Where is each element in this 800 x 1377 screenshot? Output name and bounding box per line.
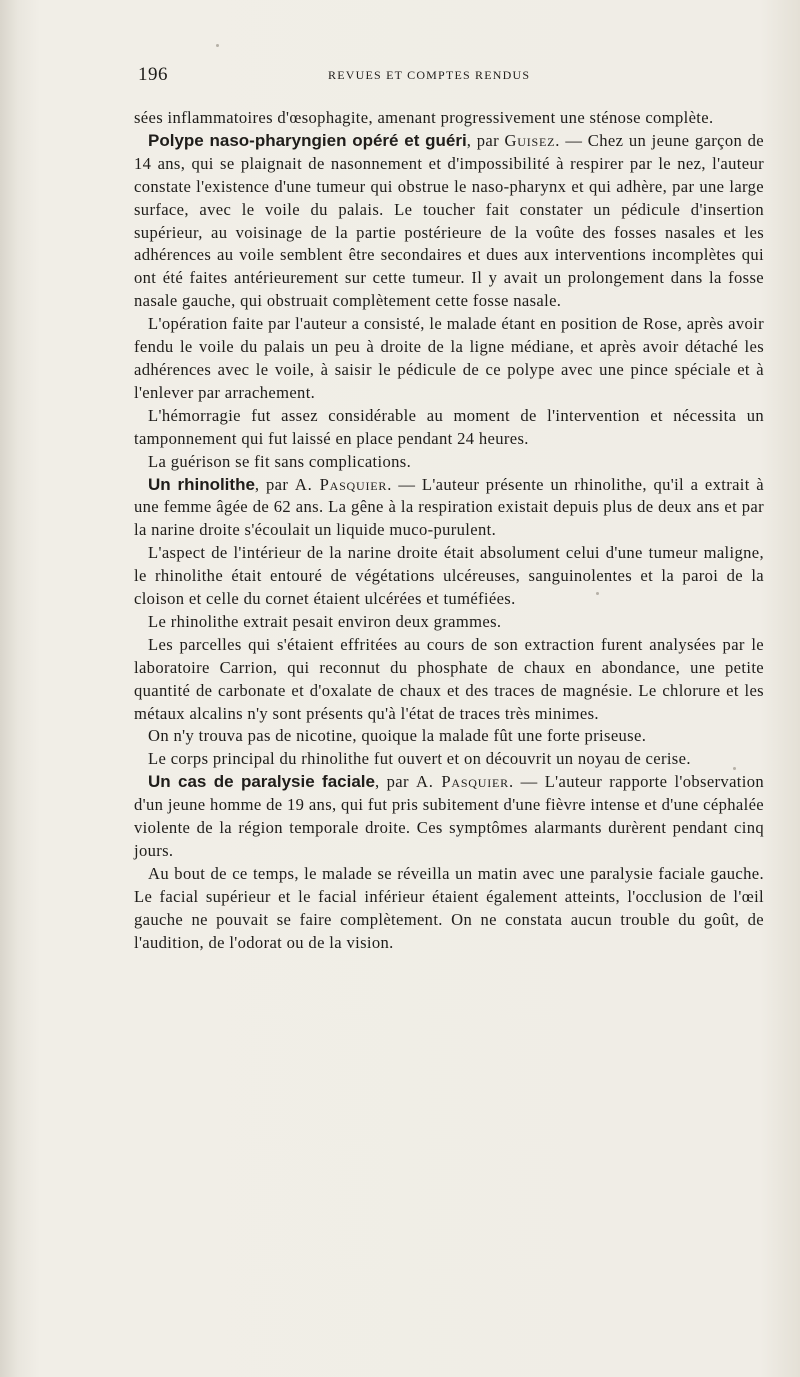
paragraph: sées inflammatoires d'œsophagite, amenant progressivement une sténose complète. — [134, 108, 714, 127]
paper-speck — [216, 44, 219, 47]
entry-title: Polype naso-pharyngien opéré et guéri — [148, 130, 467, 150]
paragraph: Un cas de paralysie faciale, par A. Pasquier. — L'auteur rapporte l'observation d'un jeune homme de 19 ans, qui fut pris subitement d'une fièvre intense et d'une céphalée violente de la région temporale droite. Ces symptômes alarmants durèrent pendant cinq jours. — [134, 772, 765, 860]
paper-speck — [733, 767, 736, 770]
entry-title: Un cas de paralysie faciale — [148, 772, 375, 792]
paragraph: L'hémorragie fut assez considérable au moment de l'intervention et nécessita un tamponnement qui fut laissé en place pendant 24 heures. — [134, 405, 764, 448]
paragraph: Le rhinolithe extrait pesait environ deux grammes. — [148, 611, 502, 631]
body-text — [134, 107, 764, 955]
paragraph: Les parcelles qui s'étaient effritées au cours de son extraction furent analysées par le laboratoire Carrion, qui reconnut du phosphate de chaux en abondance, une petite quantité de carbonate et d'oxalate de chaux et des traces de magnésie. Le chlorure et les métaux alcalins n'y sont présents qu'à l'état de traces très minimes. — [134, 634, 764, 723]
entry-title: Un rhinolithe — [148, 474, 255, 494]
paragraph: Le corps principal du rhinolithe fut ouvert et on découvrit un noyau de cerise. — [148, 749, 691, 769]
paragraph: L'opération faite par l'auteur a consisté, le malade étant en position de Rose, après avoir fendu le voile du palais un peu à droite de la ligne médiane, et après avoir détaché les adhérences avec le voile, à saisir le pédicule de ce polype avec une pince spéciale et à l'enlever par arrachement. — [134, 314, 764, 402]
author-name: Guisez — [504, 130, 556, 150]
paragraph: La guérison se fit sans complications. — [148, 451, 412, 471]
author-name: A. Pasquier — [294, 474, 388, 494]
page-header — [138, 64, 758, 88]
running-head: REVUES ET COMPTES RENDUS — [328, 68, 531, 82]
paragraph: Un rhinolithe, par A. Pasquier. — L'auteur présente un rhinolithe, qu'il a extrait à une femme âgée de 62 ans. La gêne à la respiration existait depuis plus de deux ans et par la narine droite s'écoulait un liquide muco-purulent. — [134, 474, 765, 540]
paragraph: Au bout de ce temps, le malade se réveilla un matin avec une paralysie faciale gauche. Le facial supérieur et le facial inférieur étaient également atteints, l'occlusion de l'œil gauche ne pouvait se faire complètement. On ne constata aucun trouble du goût, de l'audition, de l'odorat ou de la vision. — [134, 863, 764, 952]
paragraph: L'aspect de l'intérieur de la narine droite était absolument celui d'une tumeur maligne, le rhinolithe était entouré de végétations ulcéreuses, sanguinolentes et la paroi de la cloison et celle du cornet étaient ulcérées et tuméfiées. — [134, 543, 764, 609]
paper-speck — [596, 592, 599, 595]
page-number: 196 — [138, 64, 168, 85]
paragraph: Polype naso-pharyngien opéré et guéri, par Guisez. — Chez un jeune garçon de 14 ans, qui se plaignait de nasonnement et d'impossibilité à respirer par le nez, l'auteur constate l'existence d'une tumeur qui obstrue le naso-pharynx et qui adhère, par une large surface, avec le voile du palais. Le toucher fait constater un pédicule d'insertion supérieur, au voisinage de la partie postérieure de la voûte des fosses nasales et les adhérences au voile semblent être secondaires et dues aux interventions incomplètes qui ont été faites antérieurement sur cette tumeur. Il y avait un prolongement dans la fosse nasale gauche, qui obstruait complètement cette fosse nasale. — [134, 130, 765, 311]
author-name: A. Pasquier — [416, 772, 509, 792]
paragraph: On n'y trouva pas de nicotine, quoique la malade fût une forte priseuse. — [148, 726, 647, 746]
